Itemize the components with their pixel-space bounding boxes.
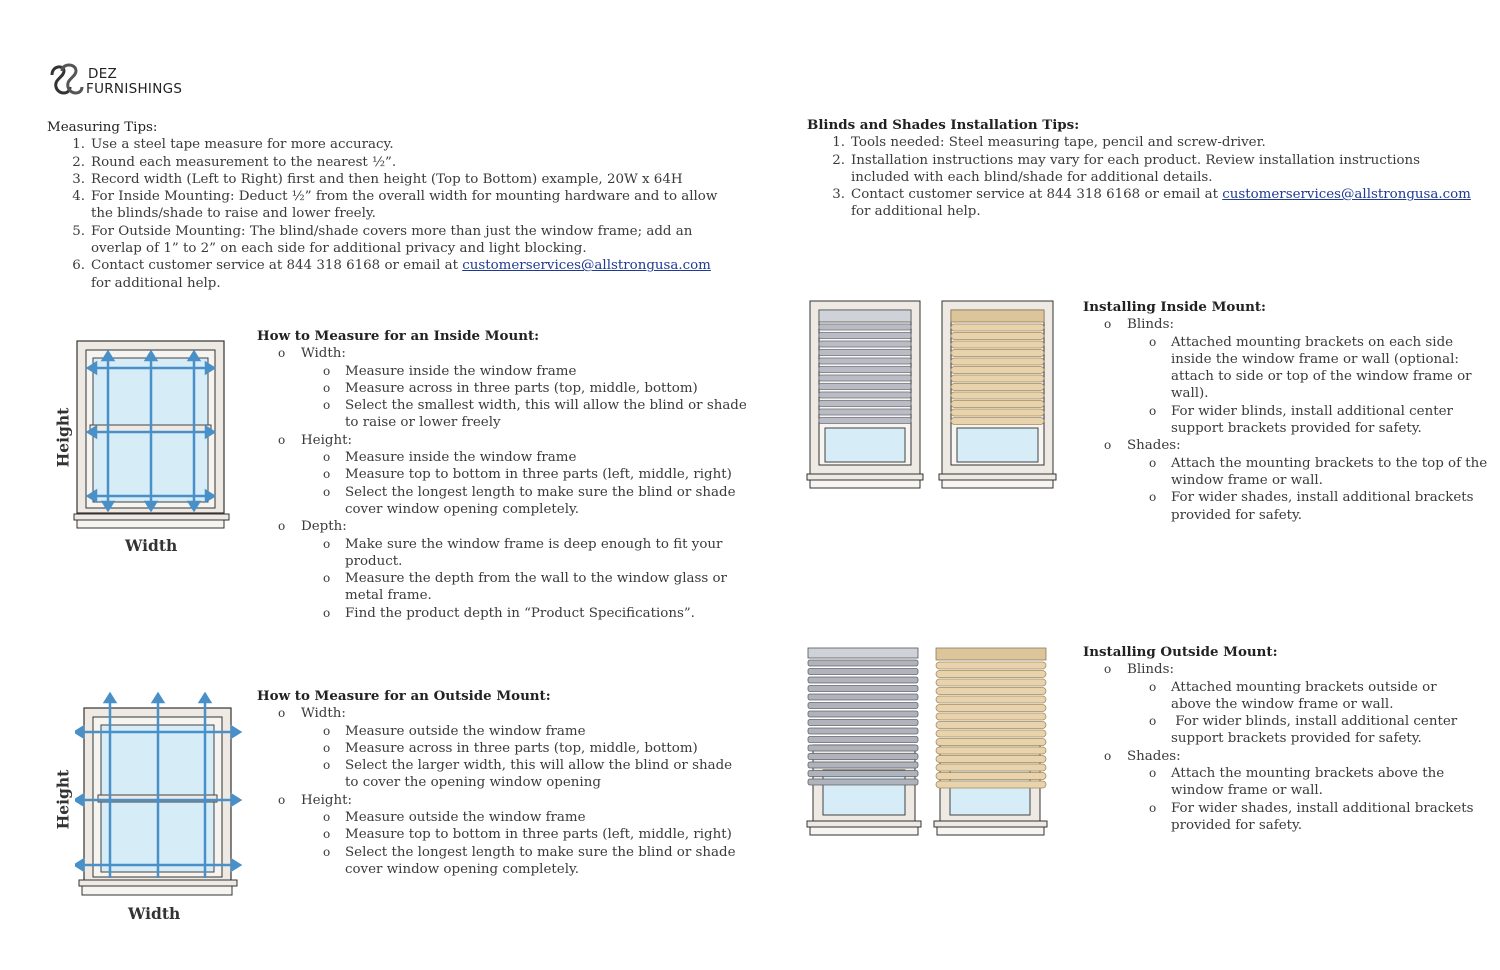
bullet-item — [1083, 455, 1487, 490]
slat — [808, 660, 918, 666]
slat — [951, 401, 1044, 408]
bullet-item — [257, 536, 747, 571]
tip-line — [91, 257, 717, 274]
bullet-item — [257, 397, 747, 432]
bullet-icon: o — [278, 706, 286, 721]
bullet-line: Measure across in three parts (top, middle, bottom) — [345, 740, 698, 756]
tip-line: for additional help. — [851, 204, 981, 220]
slat — [808, 771, 918, 777]
install-tips-list — [807, 134, 1471, 220]
tip-number: 6. — [72, 258, 85, 274]
outside-measure-list — [257, 705, 736, 878]
bullet-icon: o — [323, 723, 331, 738]
tip-number: 1. — [832, 135, 845, 151]
bullet-line: Measure the depth from the wall to the window glass or — [345, 571, 727, 587]
slat — [951, 367, 1044, 374]
bullet-icon: o — [323, 605, 331, 620]
bullet-icon: o — [323, 484, 331, 499]
tip-line: Use a steel tape measure for more accuracy. — [91, 137, 394, 153]
bullet-line: attach to side or top of the window frame or — [1171, 369, 1472, 385]
slat — [951, 392, 1044, 399]
bullet-item — [1083, 679, 1474, 714]
slat — [936, 739, 1046, 746]
bullet-line: provided for safety. — [1171, 507, 1303, 523]
bullet-line: Measure top to bottom in three parts (left, middle, right) — [345, 467, 732, 483]
inside-measure-list — [257, 345, 747, 622]
bullet-line: above the window frame or wall. — [1171, 696, 1394, 712]
slat — [819, 333, 911, 339]
bullet-line: to cover the opening window opening — [345, 775, 601, 791]
tip-number: 3. — [72, 171, 85, 187]
group-label: Shades: — [1127, 748, 1181, 764]
slat — [951, 341, 1044, 348]
bullet-icon: o — [1104, 438, 1112, 453]
bullet-icon: o — [1149, 455, 1157, 470]
slat — [936, 773, 1046, 780]
bullet-icon: o — [1149, 403, 1157, 418]
bullet-icon: o — [1149, 334, 1157, 349]
bullet-line: For wider blinds, install additional center — [1171, 403, 1453, 419]
slat — [808, 720, 918, 726]
tip-item — [47, 257, 717, 292]
tip-line: the blinds/shade to raise and lower freely. — [91, 206, 376, 222]
slat — [808, 745, 918, 751]
tip-text: Contact customer service at 844 318 6168 or email at — [851, 187, 1223, 203]
slat — [808, 737, 918, 743]
bullet-icon: o — [323, 398, 331, 413]
outside-measure-section — [257, 688, 736, 878]
slat — [819, 392, 911, 398]
bullet-item — [257, 449, 747, 466]
bullet-line: Attach the mounting brackets above the — [1171, 766, 1445, 782]
group-label: Blinds: — [1127, 317, 1174, 333]
slat — [819, 384, 911, 390]
bullet-icon: o — [323, 827, 331, 842]
install-tips-title: Blinds and Shades Installation Tips: — [807, 117, 1080, 133]
slat — [936, 722, 1046, 729]
tip-item — [47, 171, 717, 188]
tip-number: 2. — [832, 152, 845, 168]
tip-line: Record width (Left to Right) first and then height (Top to Bottom) example, 20W x 64H — [91, 171, 683, 187]
bullet-icon: o — [1149, 714, 1157, 729]
tip-item — [807, 152, 1471, 187]
install-tips — [807, 117, 1471, 221]
slat — [819, 409, 911, 415]
bullet-item — [1083, 765, 1474, 800]
bullet-icon: o — [323, 363, 331, 378]
tip-number: 1. — [72, 137, 85, 153]
inside-height-label: Height — [53, 407, 73, 468]
bullet-item — [257, 757, 736, 792]
tip-number: 5. — [72, 223, 85, 239]
outside-width-label: Width — [128, 904, 181, 923]
slat — [808, 677, 918, 683]
bullet-item — [1083, 334, 1487, 403]
slat — [808, 669, 918, 675]
outside-shade-window — [934, 648, 1047, 835]
group-label-row — [257, 432, 747, 449]
inside-install-list — [1083, 316, 1487, 524]
slat — [936, 679, 1046, 686]
bullet-line: support brackets provided for safety. — [1171, 421, 1422, 437]
slat — [808, 762, 918, 768]
slat — [951, 350, 1044, 357]
slat — [951, 384, 1044, 391]
bullet-icon: o — [323, 380, 331, 395]
tip-line: Tools needed: Steel measuring tape, pencil and screw-driver. — [851, 135, 1266, 151]
bullet-line: Measure inside the window frame — [345, 450, 577, 466]
bullet-line: For wider shades, install additional brackets — [1171, 490, 1474, 506]
bullet-line: provided for safety. — [1171, 817, 1303, 833]
tip-number: 3. — [832, 187, 845, 203]
email-link[interactable]: customerservices@allstrongusa.com — [1222, 187, 1471, 203]
bullet-item — [257, 484, 747, 519]
bullet-line: window frame or wall. — [1171, 783, 1323, 799]
tip-item — [47, 223, 717, 258]
slat — [936, 781, 1046, 788]
slat — [936, 696, 1046, 703]
group-label: Depth: — [301, 519, 347, 535]
tip-number: 4. — [72, 189, 85, 205]
bullet-icon: o — [1104, 748, 1112, 763]
bullet-item — [257, 844, 736, 879]
slat — [936, 713, 1046, 720]
group-label-row — [257, 345, 747, 362]
group-label: Width: — [301, 346, 346, 362]
bullet-item — [1083, 489, 1487, 524]
tip-line: For Outside Mounting: The blind/shade covers more than just the window frame; add an — [91, 223, 693, 239]
bullet-line: Measure across in three parts (top, middle, bottom) — [345, 380, 698, 396]
tip-item — [47, 136, 717, 153]
inside-measure-title: How to Measure for an Inside Mount: — [257, 328, 540, 344]
tip-text: Contact customer service at 844 318 6168 or email at — [91, 258, 463, 274]
bullet-line: wall). — [1171, 386, 1209, 402]
outside-height-label: Height — [53, 769, 73, 830]
slat — [808, 694, 918, 700]
bullet-item — [257, 809, 736, 826]
slat — [808, 703, 918, 709]
bullet-line: Measure inside the window frame — [345, 363, 577, 379]
slat — [819, 358, 911, 364]
bullet-icon: o — [323, 758, 331, 773]
brand-line2: FURNISHINGS — [86, 81, 183, 97]
tip-item — [807, 186, 1471, 221]
inside-install-images — [805, 298, 1065, 493]
group-label-row — [1083, 661, 1474, 678]
slat — [936, 688, 1046, 695]
slat — [936, 671, 1046, 678]
slat — [936, 662, 1046, 669]
bullet-line: Attached mounting brackets on each side — [1171, 334, 1454, 350]
measuring-tips-list — [47, 136, 717, 292]
group-label-row — [257, 705, 736, 722]
bullet-line: Find the product depth in “Product Specifications”. — [345, 605, 695, 621]
bullet-icon: o — [323, 450, 331, 465]
group-label: Height: — [301, 432, 352, 448]
inside-measure-section — [257, 328, 747, 622]
bullet-icon: o — [323, 467, 331, 482]
tip-line: For Inside Mounting: Deduct ½” from the overall width for mounting hardware and to allow — [91, 189, 718, 205]
bullet-icon: o — [1149, 679, 1157, 694]
bullet-item — [257, 605, 747, 622]
bullet-line: Select the longest length to make sure the blind or shade — [345, 844, 736, 860]
outside-install-title: Installing Outside Mount: — [1083, 644, 1278, 660]
slat — [819, 401, 911, 407]
slat — [819, 341, 911, 347]
bullet-line: Select the longest length to make sure the blind or shade — [345, 484, 736, 500]
group-label-row — [257, 518, 747, 535]
tip-line: included with each blind/shade for additional details. — [851, 169, 1213, 185]
tip-line: Round each measurement to the nearest ½”. — [91, 154, 397, 170]
bullet-item — [257, 570, 747, 605]
slat — [808, 754, 918, 760]
slat — [936, 764, 1046, 771]
group-label-row — [1083, 316, 1487, 333]
group-label: Blinds: — [1127, 662, 1174, 678]
bullet-line: metal frame. — [345, 588, 432, 604]
bullet-icon: o — [1149, 490, 1157, 505]
slat — [951, 333, 1044, 340]
slat — [936, 705, 1046, 712]
inside-shade-window — [939, 301, 1056, 488]
bullet-item — [257, 380, 747, 397]
tip-item — [807, 134, 1471, 151]
bullet-icon: o — [278, 792, 286, 807]
tip-item — [47, 188, 717, 223]
bullet-line: cover window opening completely. — [345, 501, 580, 517]
bullet-icon: o — [278, 519, 286, 534]
logo-mark-icon — [48, 61, 84, 97]
inside-measure-diagram — [50, 338, 240, 558]
group-label-row — [1083, 748, 1474, 765]
slat — [808, 728, 918, 734]
bullet-icon: o — [278, 346, 286, 361]
bullet-line: Select the larger width, this will allow the blind or shade — [345, 758, 733, 774]
bullet-icon: o — [1149, 766, 1157, 781]
tip-line: for additional help. — [91, 275, 221, 291]
outside-install-section — [1083, 644, 1474, 834]
slat — [936, 747, 1046, 754]
slat — [936, 756, 1046, 763]
bullet-icon: o — [323, 740, 331, 755]
bullet-line: product. — [345, 553, 403, 569]
inside-blind-window — [807, 301, 923, 488]
bullet-line: Make sure the window frame is deep enough to fit your — [345, 536, 723, 552]
slat — [808, 686, 918, 692]
email-link[interactable]: customerservices@allstrongusa.com — [462, 258, 711, 274]
bullet-line: cover window opening completely. — [345, 861, 580, 877]
bullet-item — [1083, 800, 1474, 835]
bullet-item — [257, 466, 747, 483]
slat — [819, 418, 911, 424]
tip-line: overlap of 1” to 2” on each side for additional privacy and light blocking. — [91, 241, 587, 257]
bullet-item — [257, 740, 736, 757]
slat — [819, 324, 911, 330]
inside-install-section — [1083, 299, 1487, 524]
bullet-line: For wider blinds, install additional center — [1171, 714, 1458, 730]
brand-logo — [48, 61, 188, 101]
outside-install-images — [805, 645, 1055, 840]
bullet-line: Measure top to bottom in three parts (left, middle, right) — [345, 827, 732, 843]
inside-width-label: Width — [125, 536, 178, 555]
bullet-line: inside the window frame or wall (optional: — [1171, 351, 1459, 367]
outside-install-list — [1083, 661, 1474, 834]
bullet-line: Attach the mounting brackets to the top of the — [1171, 455, 1488, 471]
outside-measure-title: How to Measure for an Outside Mount: — [257, 688, 551, 704]
group-label: Shades: — [1127, 438, 1181, 454]
slat — [936, 730, 1046, 737]
bullet-line: Measure outside the window frame — [345, 810, 586, 826]
slat — [951, 358, 1044, 365]
bullet-line: window frame or wall. — [1171, 472, 1323, 488]
tip-number: 2. — [72, 154, 85, 170]
bullet-icon: o — [1149, 800, 1157, 815]
slat — [819, 350, 911, 356]
outside-measure-diagram — [75, 692, 245, 902]
bullet-line: Attached mounting brackets outside or — [1171, 679, 1437, 695]
brand-line1: DEZ — [88, 66, 118, 82]
group-label: Width: — [301, 706, 346, 722]
group-label: Height: — [301, 792, 352, 808]
slat — [951, 375, 1044, 382]
bullet-icon: o — [323, 571, 331, 586]
outside-blind-window — [807, 648, 921, 835]
bullet-item — [1083, 403, 1487, 438]
bullet-item — [1083, 713, 1474, 748]
bullet-icon: o — [323, 810, 331, 825]
bullet-icon: o — [1104, 317, 1112, 332]
slat — [819, 375, 911, 381]
group-label-row — [1083, 437, 1487, 454]
group-label-row — [257, 792, 736, 809]
bullet-icon: o — [323, 536, 331, 551]
measuring-tips-title: Measuring Tips: — [47, 120, 158, 135]
inside-install-title: Installing Inside Mount: — [1083, 299, 1266, 315]
bullet-line: For wider shades, install additional brackets — [1171, 800, 1474, 816]
bullet-item — [257, 826, 736, 843]
bullet-line: to raise or lower freely — [345, 415, 501, 431]
slat — [951, 409, 1044, 416]
slat — [808, 779, 918, 785]
bullet-line: Select the smallest width, this will allow the blind or shade — [345, 398, 747, 414]
bullet-icon: o — [1104, 662, 1112, 677]
measuring-tips — [47, 119, 717, 292]
slat — [951, 418, 1044, 425]
slat — [819, 367, 911, 373]
bullet-item — [257, 723, 736, 740]
slat — [951, 324, 1044, 331]
bullet-line: support brackets provided for safety. — [1171, 731, 1422, 747]
tip-line: Installation instructions may vary for each product. Review installation instructions — [851, 152, 1421, 168]
tip-line — [851, 186, 1471, 203]
tip-item — [47, 154, 717, 171]
bullet-item — [257, 363, 747, 380]
bullet-icon: o — [323, 844, 331, 859]
bullet-line: Measure outside the window frame — [345, 723, 586, 739]
bullet-icon: o — [278, 432, 286, 447]
slat — [808, 711, 918, 717]
